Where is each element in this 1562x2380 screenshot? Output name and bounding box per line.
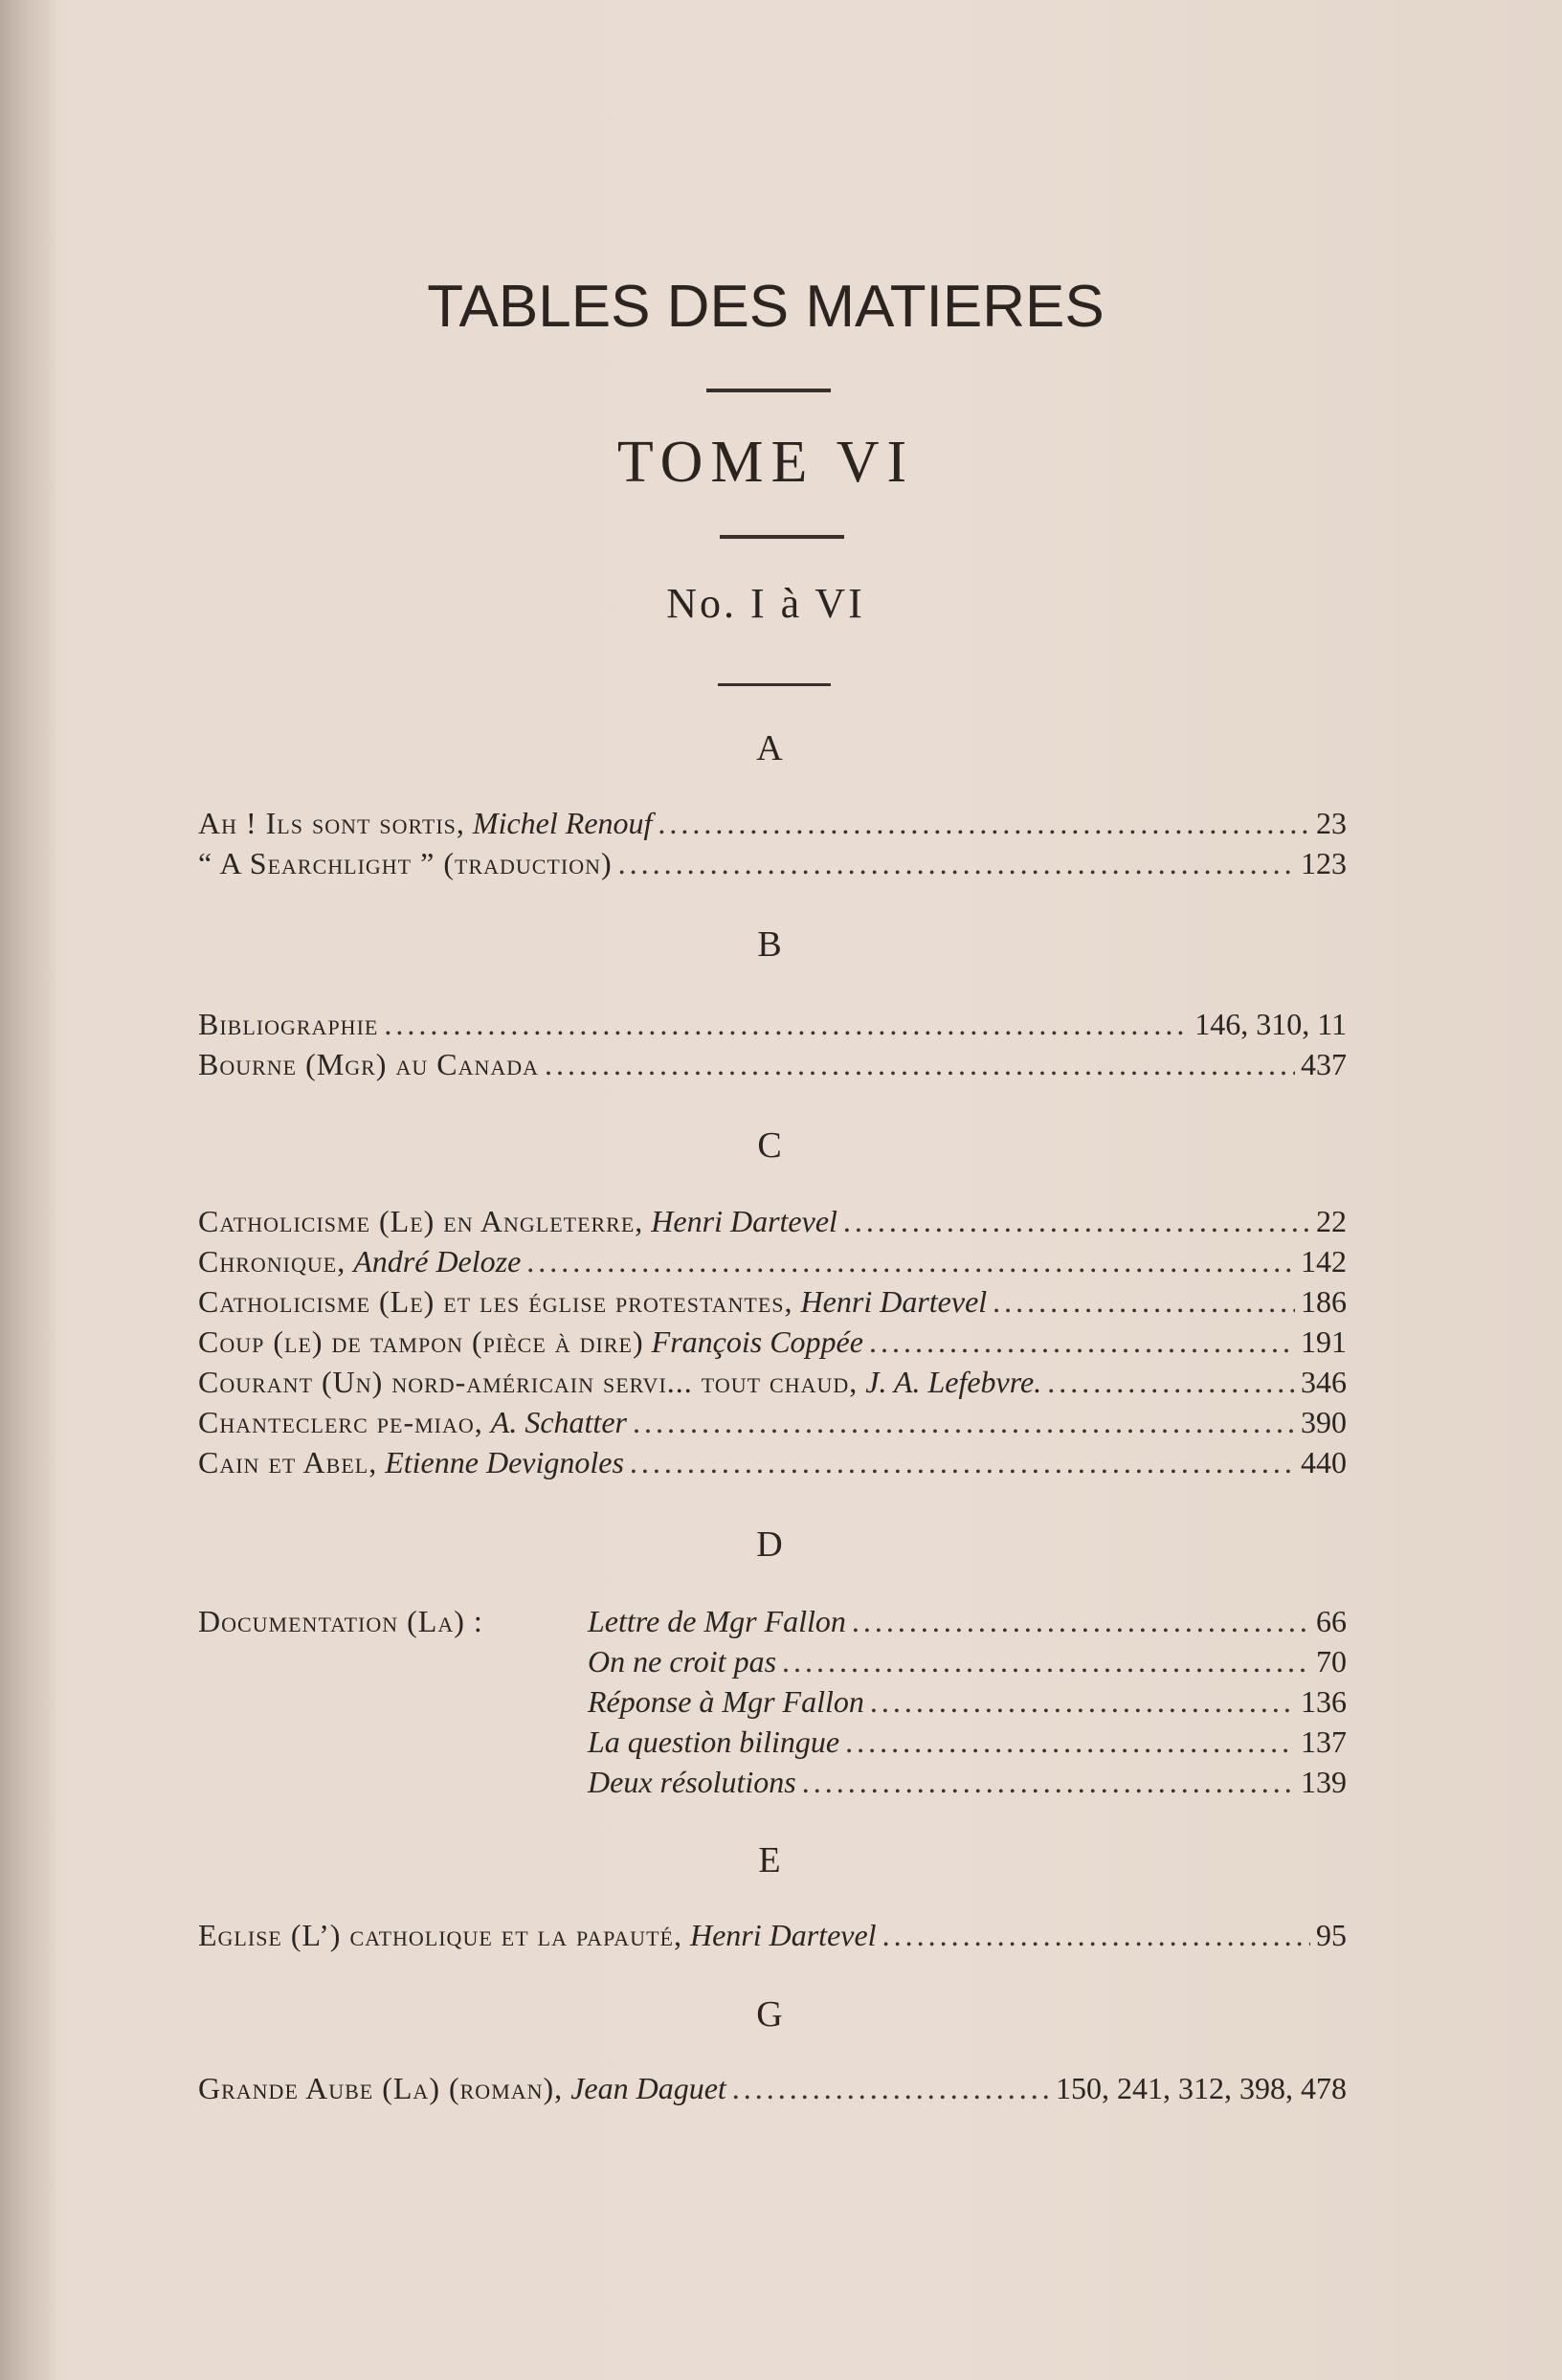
entry-pages: 123 xyxy=(1301,846,1347,880)
toc-sub-entry xyxy=(588,1765,1347,1805)
toc-entry xyxy=(198,1365,1347,1405)
entry-head: Ah ! Ils sont sortis, xyxy=(198,806,465,840)
toc-entry xyxy=(198,2071,1347,2111)
entry-pages: 150, 241, 312, 398, 478 xyxy=(1056,2071,1347,2105)
toc-sub-entry xyxy=(588,1604,1347,1644)
entry-head: Catholicisme (Le) et les église protestantes, xyxy=(198,1284,793,1319)
entry-pages: 136 xyxy=(1301,1684,1347,1719)
entry-head: Eglise (L’) catholique et la papauté, xyxy=(198,1918,682,1952)
entry-head: Catholicisme (Le) en Angleterre, xyxy=(198,1204,644,1238)
tome-rule xyxy=(720,535,844,539)
toc-entry xyxy=(198,806,1347,846)
entry-author: Lettre de Mgr Fallon xyxy=(588,1604,846,1638)
entry-author: André Deloze xyxy=(353,1244,522,1279)
toc-entry xyxy=(198,1284,1347,1324)
entry-author: Jean Daguet xyxy=(570,2071,726,2105)
entry-pages: 191 xyxy=(1301,1324,1347,1359)
entry-head: Grande Aube (La) (roman), xyxy=(198,2071,564,2105)
leader-dots xyxy=(658,806,1310,841)
issue-rule xyxy=(718,683,831,686)
issue-range: No. I à VI xyxy=(666,580,865,627)
toc-entry xyxy=(198,1324,1347,1365)
leader-dots xyxy=(384,1007,1189,1042)
leader-dots xyxy=(618,846,1295,881)
document-title: TABLES DES MATIERES xyxy=(427,274,1105,340)
entry-pages: 137 xyxy=(1301,1724,1347,1759)
entry-head: Chronique, xyxy=(198,1244,346,1279)
leader-dots xyxy=(782,1644,1310,1679)
entry-pages: 146, 310, 11 xyxy=(1194,1007,1347,1041)
toc-sub-entry xyxy=(588,1644,1347,1684)
entry-author: Réponse à Mgr Fallon xyxy=(588,1684,864,1719)
leader-dots xyxy=(545,1047,1295,1082)
leader-dots xyxy=(526,1244,1295,1279)
section-letter-c: C xyxy=(757,1125,782,1166)
toc-entry xyxy=(198,1007,1347,1047)
entry-head: Bibliographie xyxy=(198,1007,379,1041)
toc-entry xyxy=(198,1244,1347,1284)
entry-author: Henri Dartevel xyxy=(689,1918,877,1952)
documentation-label: Documentation (La) : xyxy=(198,1604,483,1638)
leader-dots xyxy=(732,2071,1050,2106)
entry-author: La question bilingue xyxy=(588,1724,840,1759)
toc-entry xyxy=(198,1445,1347,1485)
leader-dots xyxy=(633,1405,1295,1440)
entry-pages: 95 xyxy=(1316,1918,1347,1952)
leader-dots xyxy=(845,1724,1295,1760)
title-rule xyxy=(706,389,831,392)
entry-author: On ne croit pas xyxy=(588,1644,777,1679)
toc-entry xyxy=(198,1204,1347,1244)
entry-head: Bourne (Mgr) au Canada xyxy=(198,1047,540,1081)
entry-author: A. Schatter xyxy=(490,1405,627,1439)
leader-dots xyxy=(852,1604,1310,1639)
entry-author: Deux résolutions xyxy=(588,1765,796,1799)
toc-entry xyxy=(198,1047,1347,1087)
section-letter-d: D xyxy=(756,1524,783,1565)
leader-dots xyxy=(870,1684,1295,1720)
leader-dots xyxy=(630,1445,1295,1480)
entry-pages: 139 xyxy=(1301,1765,1347,1799)
entry-head: Cain et Abel, xyxy=(198,1445,378,1479)
leader-dots xyxy=(993,1284,1295,1320)
toc-entry xyxy=(198,1405,1347,1445)
toc-sub-entry xyxy=(588,1724,1347,1765)
entry-author: Michel Renouf xyxy=(472,806,653,840)
toc-sub-entry xyxy=(588,1684,1347,1724)
toc-entry xyxy=(198,846,1347,886)
entry-head: “ A Searchlight ” (traduction) xyxy=(198,846,613,880)
section-letter-a: A xyxy=(756,728,783,768)
tome-heading: TOME VI xyxy=(616,430,915,495)
entry-head: Chanteclerc pe-miao, xyxy=(198,1405,483,1439)
entry-pages: 390 xyxy=(1301,1405,1347,1439)
leader-dots xyxy=(802,1765,1295,1800)
entry-author: J. A. Lefebvre. xyxy=(865,1365,1042,1399)
entry-author: Etienne Devignoles xyxy=(385,1445,624,1479)
leader-dots xyxy=(843,1204,1310,1239)
section-letter-b: B xyxy=(757,924,782,965)
entry-head: Coup (le) de tampon (pièce à dire) xyxy=(198,1324,644,1359)
section-letter-g: G xyxy=(756,1994,783,2035)
section-letter-e: E xyxy=(758,1840,781,1880)
leader-dots xyxy=(1047,1365,1295,1400)
entry-author: Henri Dartevel xyxy=(651,1204,837,1238)
entry-pages: 66 xyxy=(1316,1604,1347,1638)
entry-pages: 440 xyxy=(1301,1445,1347,1479)
entry-author: Henri Dartevel xyxy=(800,1284,988,1319)
entry-pages: 346 xyxy=(1301,1365,1347,1399)
entry-pages: 142 xyxy=(1301,1244,1347,1279)
entry-pages: 186 xyxy=(1301,1284,1347,1319)
entry-pages: 70 xyxy=(1316,1644,1347,1679)
entry-author: François Coppée xyxy=(651,1324,863,1359)
entry-pages: 23 xyxy=(1316,806,1347,840)
entry-head: Courant (Un) nord-américain servi... tout chaud, xyxy=(198,1365,859,1399)
entry-pages: 22 xyxy=(1316,1204,1347,1238)
leader-dots xyxy=(869,1324,1295,1360)
entry-pages: 437 xyxy=(1301,1047,1347,1081)
leader-dots xyxy=(882,1918,1310,1953)
toc-entry xyxy=(198,1918,1347,1958)
